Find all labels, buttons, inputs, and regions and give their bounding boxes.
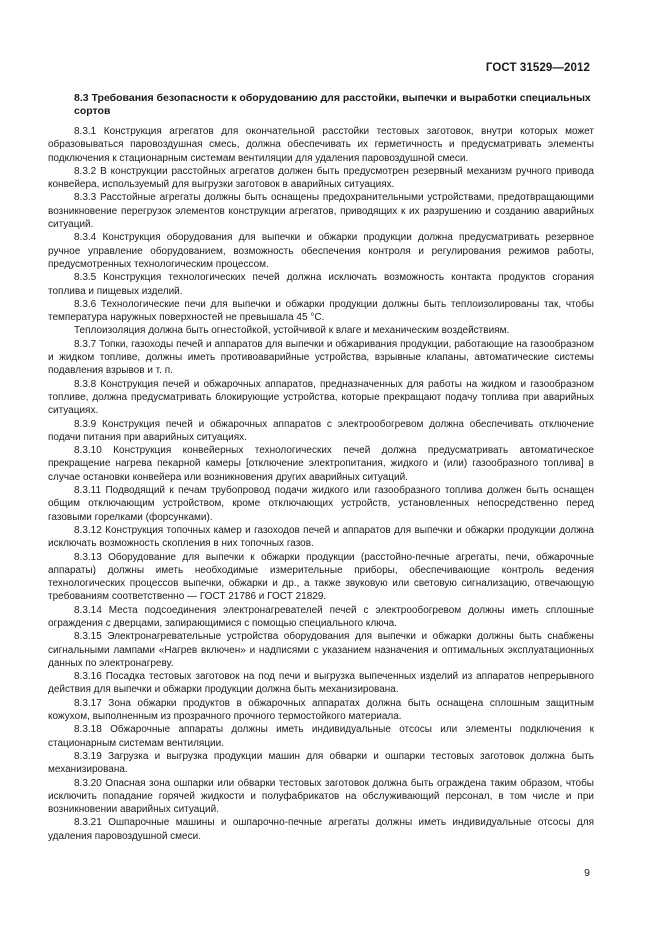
paragraph: 8.3.13 Оборудование для выпечки к обжарки продукции (расстойно-печные агрегаты, печи, обжарочные аппараты) должны иметь необходимые измерительные приборы, обеспечивающие контроль ведения технологических процессов выпечки, обжарки и др., а также звуковую или световую сигнализацию, отвечающую требованиям соответственно — ГОСТ 21786 и ГОСТ 21829. bbox=[48, 551, 594, 603]
paragraph: 8.3.4 Конструкция оборудования для выпечки и обжарки продукции должна предусматривать резервное ручное управление оборудованием, возможность обеспечения контроля и регулирования режимов работы, предусмотренных технологическим процессом. bbox=[48, 232, 594, 270]
paragraph: 8.3.19 Загрузка и выгрузка продукции машин для обварки и ошпарки тестовых заготовок должна быть механизирована. bbox=[48, 750, 594, 776]
paragraph: 8.3.16 Посадка тестовых заготовок на под печи и выгрузка выпеченных изделий из аппаратов непрерывного действия для выпечки и обжарки продукции должна быть механизирована. bbox=[48, 671, 594, 696]
paragraph: 8.3.21 Ошпарочные машины и ошпарочно-печные агрегаты должны иметь индивидуальные отсосы для удаления паровоздушной смеси. bbox=[48, 817, 594, 842]
paragraph: 8.3.9 Конструкция печей и обжарочных аппаратов с электрообогревом должна обеспечивать отключение подачи питания при аварийных ситуациях. bbox=[48, 418, 594, 443]
paragraph: 8.3.7 Топки, газоходы печей и аппаратов для выпечки и обжаривания продукции, работающие на газообразном и жидком топливе, должны иметь противоаварийные устройства, взрывные клапаны, автоматические системы подавления взрывов и т. п. bbox=[48, 338, 594, 377]
paragraph: 8.3.18 Обжарочные аппараты должны иметь индивидуальные отсосы или элементы подключения к стационарным системам вентиляции. bbox=[48, 724, 594, 749]
paragraph: Теплоизоляция должна быть огнестойкой, устойчивой к влаге и механическим воздействиям. bbox=[74, 325, 510, 337]
paragraph: 8.3.6 Технологические печи для выпечки и обжарки продукции должны быть теплоизолированы так, чтобы температура наружных поверхностей не превышала 45 °С. bbox=[48, 298, 594, 324]
paragraph: 8.3.11 Подводящий к печам трубопровод подачи жидкого или газообразного топлива должен быть оснащен общим отключающим устройством, кроме отключающих устройств, установленных непосредственно перед газовыми горелками (форсунками). bbox=[48, 485, 594, 523]
section-body bbox=[48, 125, 594, 843]
paragraph: 8.3.10 Конструкция конвейерных технологических печей должна предусматривать автоматическое прекращение нагрева пекарной камеры [отключение электропитания, жидкого и (или) газообразного топлива] в случае остановки конвейера или возникновения других аварийных ситуаций. bbox=[48, 445, 594, 483]
paragraph: 8.3.20 Опасная зона ошпарки или обварки тестовых заготовок должна быть ограждена таким образом, чтобы исключить попадание горячей жидкости и полуфабрикатов на обслуживающий персонал, в том числе и при возникновении аварийных ситуаций. bbox=[48, 777, 594, 816]
paragraph: 8.3.1 Конструкция агрегатов для окончательной расстойки тестовых заготовок, внутри которых может образовываться паровоздушная смесь, должна обеспечивать их герметичность и предусматривать элементы подключения к стационарным системам вентиляции для удаления паровоздушной смеси. bbox=[48, 126, 594, 164]
paragraph: 8.3.5 Конструкция технологических печей должна исключать возможность контакта продуктов сгорания топлива и пищевых изделий. bbox=[48, 272, 594, 297]
paragraph: 8.3.15 Электронагревательные устройства оборудования для выпечки и обжарки должны быть снабжены сигнальными лампами «Нагрев включен» и надписями с указанием назначения и оптимальных эксплуатационных данных по электронагреву. bbox=[48, 631, 594, 669]
paragraph: 8.3.14 Места подсоединения электронагревателей печей с электрообогревом должны иметь сплошные ограждения с дверцами, запирающимися с помощью специального ключа. bbox=[48, 604, 594, 629]
page-number: 9 bbox=[584, 867, 590, 879]
paragraph: 8.3.2 В конструкции расстойных агрегатов должен быть предусмотрен резервный механизм ручного привода конвейера, используемый для выгрузки заготовок в аварийных ситуациях. bbox=[48, 165, 594, 191]
paragraph: 8.3.8 Конструкция печей и обжарочных аппаратов, предназначенных для работы на жидком и газообразном топливе, должна предусматривать блокирующие устройства, которые прекращают подачу топлива при аварийных ситуациях. bbox=[48, 378, 594, 417]
paragraph: 8.3.3 Расстойные агрегаты должны быть оснащены предохранительными устройствами, предотвращающими возникновение перегрузок элементов конструкции агрегатов, приводящих к их разрушению и созданию аварийных ситуаций. bbox=[48, 192, 594, 231]
section-title: 8.3 Требования безопасности к оборудованию для расстойки, выпечки и выработки специальных сортов bbox=[74, 92, 591, 117]
paragraph: 8.3.12 Конструкция топочных камер и газоходов печей и аппаратов для выпечки и обжарки продукции должна исключать возможность скопления в них топочных газов. bbox=[48, 524, 594, 550]
document-code-header: ГОСТ 31529—2012 bbox=[485, 62, 590, 74]
paragraph: 8.3.17 Зона обжарки продуктов в обжарочных аппаратах должна быть оснащена сплошным защитным кожухом, выполненным из прозрачного прочного термостойкого материала. bbox=[48, 697, 594, 723]
